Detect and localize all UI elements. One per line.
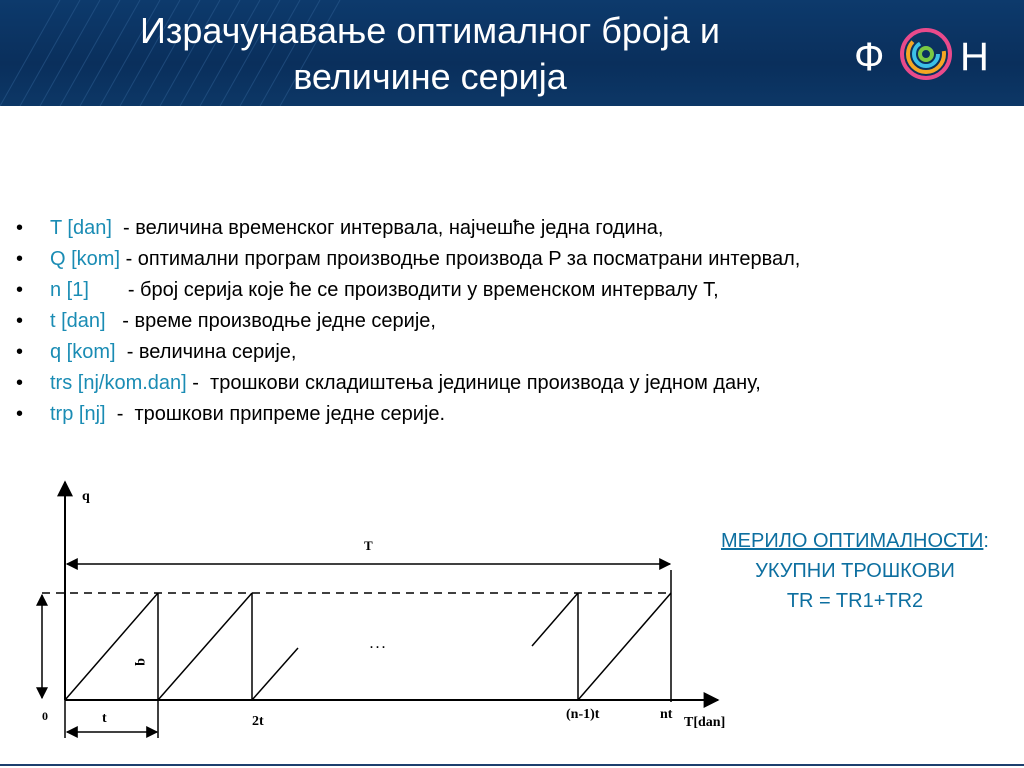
definition: - оптимални програм производње производа P за посматрани интервал, — [120, 248, 801, 270]
definition: - број серија које ће се производити у временском интервалу T, — [88, 279, 719, 301]
bullet-icon: • — [16, 310, 24, 332]
tick-nt: nt — [660, 707, 673, 722]
criterion-heading: МЕРИЛО ОПТИМАЛНОСТИ — [721, 530, 984, 552]
logo-letter-n: Н — [960, 35, 989, 79]
list-item — [16, 248, 1006, 271]
period-span-label: T — [364, 538, 373, 553]
list-item — [16, 341, 1006, 364]
list-item — [16, 403, 1006, 426]
logo-rings-icon — [902, 30, 950, 78]
ellipsis: . . . — [370, 637, 385, 651]
bullet-icon: • — [16, 341, 24, 363]
definition: - време производње једне серије, — [105, 310, 436, 332]
tick-2t: 2t — [252, 714, 264, 729]
footer-divider — [0, 764, 1024, 766]
bullet-icon: • — [16, 248, 24, 270]
criterion-formula: TR = TR1+TR2 — [786, 590, 924, 612]
batch-size-label: q — [134, 658, 149, 666]
term: Q [kom] — [50, 248, 121, 270]
x-axis-label: T[dan] — [684, 715, 726, 730]
tick-n-minus-1-t: (n-1)t — [566, 707, 600, 722]
definition: - трошкови складиштења јединице производа у једном дану, — [186, 372, 761, 394]
header-banner — [0, 0, 1024, 106]
term: n [1] — [50, 279, 89, 301]
y-axis-label: q — [82, 489, 90, 504]
list-item — [16, 279, 1006, 302]
list-item — [16, 310, 1006, 333]
definition: - трошкови припреме једне серије. — [105, 403, 446, 425]
list-item — [16, 217, 1006, 240]
bullet-icon: • — [16, 403, 24, 425]
term: t [dan] — [50, 310, 106, 332]
definition: - величина серије, — [115, 341, 297, 363]
bullet-icon: • — [16, 279, 24, 301]
bullet-icon: • — [16, 372, 24, 394]
bullet-icon: • — [16, 217, 24, 239]
tick-t: t — [102, 711, 107, 726]
origin-label: 0 — [42, 709, 48, 723]
criterion-total-costs: УКУПНИ ТРОШКОВИ — [755, 560, 955, 582]
term: T [dan] — [50, 217, 112, 239]
term: q [kom] — [50, 341, 116, 363]
page-title — [30, 8, 830, 100]
definition: - величина временског интервала, најчешће једна година, — [111, 217, 664, 239]
sawtooth-lines — [65, 562, 671, 702]
title-line-1: Израчунавање оптималног броја и — [139, 10, 721, 51]
term: trp [nj] — [50, 403, 106, 425]
definitions-list — [16, 217, 1006, 434]
list-item — [16, 372, 1006, 395]
criterion-colon: : — [983, 530, 989, 552]
logo-letter-f: Ф — [854, 35, 885, 79]
inventory-sawtooth-diagram — [0, 470, 760, 760]
title-line-2: величине серија — [293, 56, 567, 97]
term: trs [nj/kom.dan] — [50, 372, 187, 394]
fon-logo — [854, 22, 994, 84]
